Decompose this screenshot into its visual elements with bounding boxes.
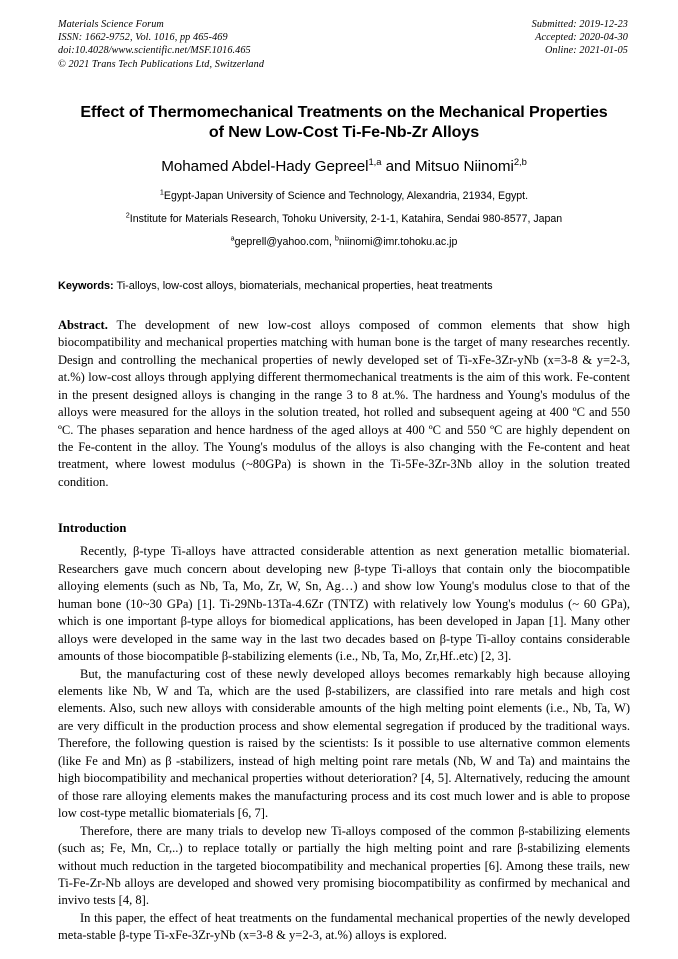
keywords-label: Keywords: [58, 279, 114, 292]
author-list [58, 157, 630, 176]
keywords-text: Ti-alloys, low-cost alloys, biomaterials, mechanical properties, heat treatments [113, 279, 493, 292]
abstract-text: The development of new low-cost alloys composed of common elements that show high biocompatibility and mechanical properties matching with human bone is the target of many researches recently. Design and controlling the mechanical properties of newly developed set of Ti-xFe-3Zr-yNb (x=3-8 & y=2-3, at.%) low-cost alloys through applying different thermomechanical treatments is the aim of this work. Fe-content in the present designed alloys is changing in the range 3 to 8 at.%. The hardness and Young's modulus of the alloys were measured for the alloys in the solution treated, hot rolled and subsequent ageing at 400 ºC and 550 ºC. The phases separation and hence hardness of the aged alloys at 400 ºC and 550 ºC are highly dependent on the Fe-content in the alloy. The Young's modulus of the alloys is also changing with the Fe-content and heat treatment, where lowest modulus (~80GPa) is shown in the Ti-5Fe-3Zr-3Nb alloy in the solution treated condition. [58, 317, 630, 489]
author-conjunction: and [381, 157, 415, 175]
email-marker-b: b [334, 233, 339, 243]
submitted-date: Submitted: 2019-12-23 [531, 19, 628, 30]
introduction-paragraph-2: But, the manufacturing cost of these newly developed alloys becomes remarkably high because alloying elements like Nb, W and Ta, which are the used β-stabilizers, are classified into rare metals and high cost elements. Also, such new alloys with considerable amounts of the high melting point elements (i.e., Nb, Ta, W) are very difficult in the production process and show elemental segregation if produced by the traditional ways. Therefore, the following question is raised by the scientists: Is it possible to use alternative common elements (like Fe and Mn) as β -stabilizers, instead of high melting point rare metals (Nb, W and Ta) and maintains the high biocompatibility and mechanical properties without deterioration? [4, 5]. Alternatively, reducing the amount of those rare alloying elements makes the manufacturing process and its cost much lower and is able to propose low cost-type metallic biomaterials [6, 7]. [58, 666, 630, 821]
email-address-1[interactable]: geprell@yahoo.com, [234, 235, 335, 248]
affiliation-text-2: Institute for Materials Research, Tohoku University, 2-1-1, Katahira, Sendai 980-8577, Japan [129, 212, 563, 225]
introduction-paragraph-1: Recently, β-type Ti-alloys have attracted considerable attention as next generation metallic biomaterial. Researchers gave much concern about developing new β-type Ti-alloys that contain only the biocompatible alloying elements (such as Nb, Ta, Mo, Zr, W, Sn, Ag…) and show low Young's modulus close to that of the human bone (10~30 GPa) [1]. Ti-29Nb-13Ta-4.6Zr (TNTZ) with relatively low Young's modulus (~ 60 GPa), which is one important β-type alloys for biomedical applications, has been developed in Japan [1]. Many other alloys were developed in the same way in the last two decades based on β-type Ti-alloy contains considerable amounts of those biocompatible β-stabilizing elements (i.e., Nb, Ta, Mo, Zr,Hf..etc) [2, 3]. [58, 544, 630, 664]
keywords-line [58, 279, 630, 293]
affiliation-2 [58, 208, 630, 231]
paper-title-line-2: of New Low-Cost Ti-Fe-Nb-Zr Alloys [208, 123, 480, 142]
journal-doi: doi:10.4028/www.scientific.net/MSF.1016.465 [58, 45, 251, 57]
email-address-2[interactable]: niinomi@imr.tohoku.ac.jp [338, 235, 458, 248]
journal-name: Materials Science Forum [58, 19, 164, 30]
journal-header-left [58, 18, 264, 71]
author-affiliation-marker-1: 1,a [368, 155, 382, 167]
paper-title [58, 102, 630, 143]
author-name-1: Mohamed Abdel-Hady Gepreel [161, 157, 369, 175]
introduction-paragraph-4: In this paper, the effect of heat treatments on the fundamental mechanical properties of the newly developed meta-stable β-type Ti-xFe-3Zr-yNb (x=3-8 & y=2-3, at.%) alloys is explored. [58, 910, 630, 943]
abstract-section [58, 317, 630, 492]
author-name-2: Mitsuo Niinomi [414, 157, 514, 175]
email-marker-a: a [230, 233, 235, 243]
introduction-paragraph-3: Therefore, there are many trials to develop new Ti-alloys composed of the common β-stabilizing elements (such as; Fe, Mn, Cr,..) to replace totally or partially the high melting point and rare β-stabilizing elements without much reduction in the targeted biocompatibility and mechanical properties [6]. Among these trails, new Ti-Fe-Zr-Nb alloys are developed and showed very promising biocompatibility as confirmed by mechanical and invivo tests [4, 8]. [58, 823, 630, 908]
author-emails [58, 231, 630, 254]
section-heading-introduction: Introduction [58, 521, 127, 536]
online-date: Online: 2021-01-05 [544, 45, 628, 57]
affiliation-marker-2: 2 [125, 210, 130, 220]
affiliation-list [58, 185, 630, 231]
journal-header [58, 18, 630, 71]
abstract-label: Abstract. [58, 317, 108, 332]
affiliation-1 [58, 185, 630, 208]
paper-title-line-1: Effect of Thermomechanical Treatments on the Mechanical Properties [80, 102, 608, 121]
affiliation-text-1: Egypt-Japan University of Science and Technology, Alexandria, 21934, Egypt. [163, 189, 529, 202]
journal-copyright: © 2021 Trans Tech Publications Ltd, Switzerland [58, 58, 265, 70]
journal-header-right [532, 18, 630, 58]
author-affiliation-marker-2: 2,b [513, 155, 527, 167]
affiliation-marker-1: 1 [159, 187, 164, 197]
journal-issn-volume: ISSN: 1662-9752, Vol. 1016, pp 465-469 [58, 32, 228, 44]
accepted-date: Accepted: 2020-04-30 [535, 32, 628, 44]
